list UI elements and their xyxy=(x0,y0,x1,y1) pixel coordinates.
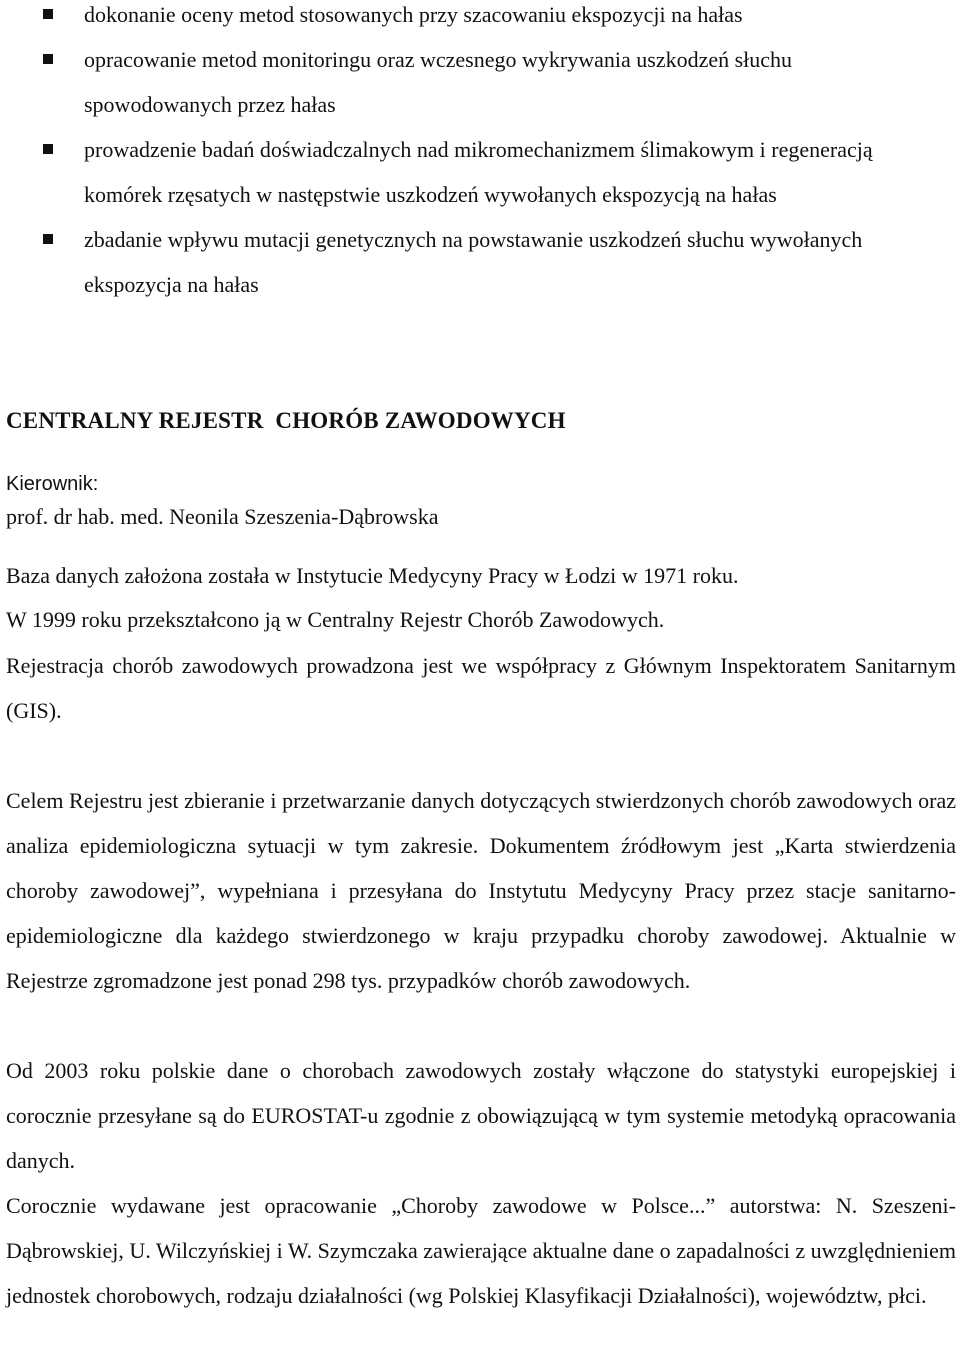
bullet-text: zbadanie wpływu mutacji genetycznych na powstawanie uszkodzeń słuchu wywołanych ekspozycja na hałas xyxy=(84,227,863,297)
bullet-text: opracowanie metod monitoringu oraz wczesnego wykrywania uszkodzeń słuchu spowodowanych przez hałas xyxy=(84,47,793,117)
paragraph-eurostat: Od 2003 roku polskie dane o chorobach zawodowych zostały włączone do statystyki europejskiej i corocznie przesyłane są do EUROSTAT-u zgodnie z obowiązującą w tym systemie metodyką opracowania danych. xyxy=(6,1058,956,1173)
paragraph-publication: Corocznie wydawane jest opracowanie „Choroby zawodowe w Polsce...” autorstwa: N. Szeszeni-Dąbrowskiej, U. Wilczyńskiej i W. Szymczaka zawierające aktualne dane o zapadalności z uwzględnieniem jednostek chorobowych, rodzaju działalności (wg Polskiej Klasyfikacji Działalności), województw, płci. xyxy=(6,1193,956,1308)
bullet-item xyxy=(0,0,960,37)
intro-line: W 1999 roku przekształcono ją w Centralny Rejestr Chorób Zawodowych. xyxy=(6,607,665,632)
bullet-text: prowadzenie badań doświadczalnych nad mikromechanizmem ślimakowym i regeneracją komórek rzęsatych w następstwie uszkodzeń wywołanych ekspozycją na hałas xyxy=(84,137,873,207)
bullet-item xyxy=(0,37,960,127)
section-title: CENTRALNY REJESTR CHORÓB ZAWODOWYCH xyxy=(6,408,566,433)
intro-line: Baza danych założona została w Instytucie Medycyny Pracy w Łodzi w 1971 roku. xyxy=(6,563,739,588)
bullet-item xyxy=(0,127,960,217)
square-bullet-icon xyxy=(43,234,53,244)
square-bullet-icon xyxy=(43,144,53,154)
bullet-item xyxy=(0,217,960,307)
square-bullet-icon xyxy=(43,54,53,64)
head-name: prof. dr hab. med. Neonila Szeszenia-Dąbrowska xyxy=(6,504,439,529)
square-bullet-icon xyxy=(43,9,53,19)
paragraph-purpose: Celem Rejestru jest zbieranie i przetwarzanie danych dotyczących stwierdzonych chorób zawodowych oraz analiza epidemiologiczna sytuacji w tym zakresie. Dokumentem źródłowym jest „Karta stwierdzenia choroby zawodowej”, wypełniana i przesyłana do Instytutu Medycyny Pracy przez stacje sanitarno-epidemiologiczne dla każdego stwierdzonego w kraju przypadku choroby zawodowej. Aktualnie w Rejestrze zgromadzone jest ponad 298 tys. przypadków chorób zawodowych. xyxy=(6,788,956,993)
bullet-text: dokonanie oceny metod stosowanych przy szacowaniu ekspozycji na hałas xyxy=(84,2,743,27)
head-label: Kierownik: xyxy=(6,473,99,495)
bullet-list xyxy=(0,0,960,307)
paragraph-registration: Rejestracja chorób zawodowych prowadzona jest we współpracy z Głównym Inspektoratem Sanitarnym (GIS). xyxy=(6,653,956,723)
